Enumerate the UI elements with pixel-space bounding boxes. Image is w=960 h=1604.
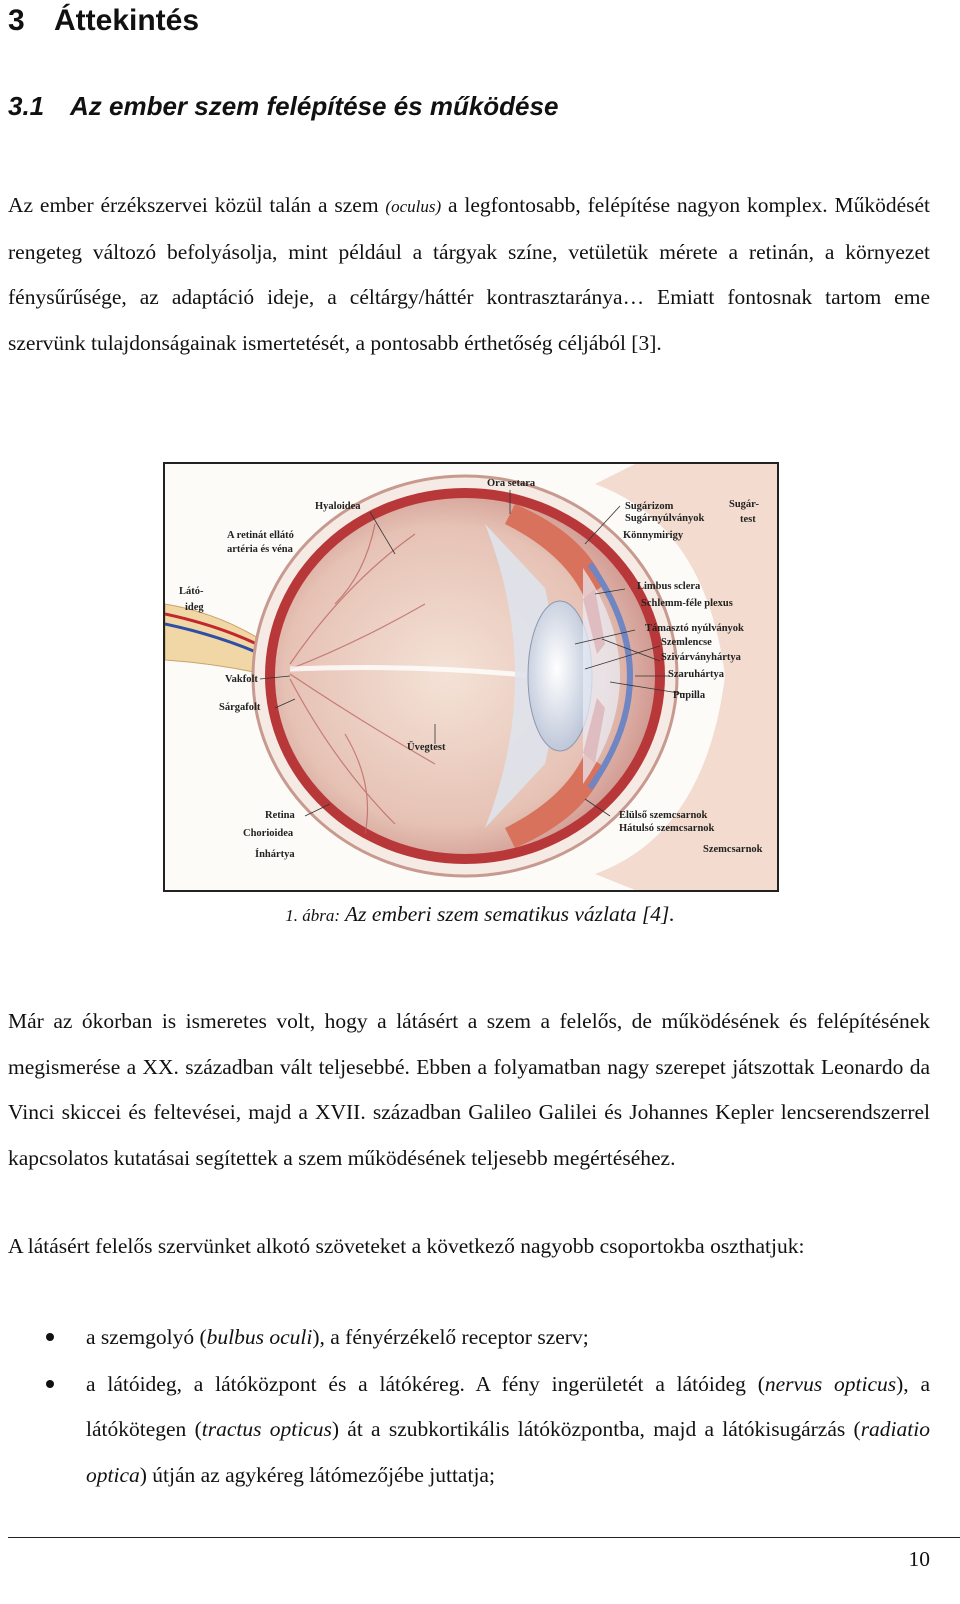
list-text: ), a látókötegen (: [86, 1371, 931, 1441]
list-term: nervus opticus: [764, 1371, 897, 1396]
list-term: radiatio optica: [86, 1417, 930, 1487]
bullet-dot: [46, 1333, 54, 1341]
label-inhartya: Ínhártya: [255, 849, 295, 860]
section-number: 3: [8, 4, 25, 37]
label-retina-artery-1: A retinát ellátó: [227, 530, 294, 541]
label-hyaloidea: Hyaloidea: [315, 501, 361, 512]
label-ora-setara: Ora setara: [487, 478, 536, 489]
caption-text: Az emberi szem sematikus vázlata [4].: [340, 902, 675, 926]
list-term: tractus opticus: [201, 1417, 332, 1441]
section-heading: [8, 0, 199, 42]
tissues-paragraph: A látásért felelős szervünket alkotó szöveteket a következő nagyobb csoportokba oszthatjuk:: [8, 1234, 805, 1258]
lens-shape: [528, 601, 592, 751]
label-szaruhartya: Szaruhártya: [668, 669, 724, 680]
label-pupilla: Pupilla: [673, 690, 706, 701]
figure-caption: [0, 902, 960, 927]
subsection-number: 3.1: [8, 91, 45, 121]
label-tamaszto: Támasztó nyúlványok: [645, 623, 744, 634]
list-text: a látóideg, a látóközpont és a látókéreg. A fény ingerületét a látóideg (: [86, 1371, 765, 1396]
list-item: [0, 1315, 930, 1361]
history-paragraph: Már az ókorban is ismeretes volt, hogy a látásért a szem a felelős, de működésének és felépítésének megismerése a XX. században vált teljesebbé. Ebben a folyamatban nagy szerepet játszottak Leonardo da Vinci skiccei és feltevései, majd a XVII. században Galileo Galilei és Johannes Kepler lencserendszerrel kapcsolatos kutatásai segítettek a szem működésének teljesebb megértéséhez.: [8, 1009, 930, 1170]
intro-text-2: a legfontosabb, felépítése nagyon komplex. Működését rengeteg változó befolyásolja, mint például a tárgyak színe, vetületük mérete a retinán, a környezet fénysűrűsége, az adaptáció ideje, a céltárgy/háttér kontrasztaránya… Emiatt fontosnak tartom eme szervünk tulajdonságainak ismertetését, a pontosabb érthetőség céljából [3].: [8, 193, 930, 355]
label-szemcsarnok: Szemcsarnok: [703, 844, 763, 855]
intro-term-oculus: (oculus): [385, 197, 442, 216]
subsection-title: Az ember szem felépítése és működése: [70, 91, 559, 121]
label-limbus: Limbus sclera: [637, 581, 701, 592]
list-text: ), a fényérzékelő receptor szerv;: [312, 1325, 589, 1349]
label-latoideg-1: Látó-: [179, 586, 204, 597]
label-konnyrmirigy: Könnymirigy: [623, 530, 684, 541]
list-item: [0, 1362, 930, 1499]
list-term: bulbus oculi: [206, 1325, 313, 1349]
label-szemlencse: Szemlencse: [661, 637, 712, 648]
label-vakfolt: Vakfolt: [225, 674, 258, 685]
page-number: 10: [908, 1547, 930, 1571]
list-text: a szemgolyó (: [86, 1325, 207, 1349]
label-sugartest-2: test: [740, 514, 756, 525]
label-schlemm: Schlemm-féle plexus: [641, 598, 733, 609]
label-sugartest-1: Sugár-: [729, 499, 759, 510]
tissue-list: [0, 1315, 960, 1499]
intro-paragraph: [8, 183, 930, 366]
subsection-heading: [8, 86, 558, 126]
eye-diagram: [165, 464, 777, 890]
intro-text-1: Az ember érzékszervei közül talán a szem: [8, 193, 386, 217]
eye-diagram-figure: [163, 462, 779, 892]
caption-prefix: 1. ábra:: [285, 906, 341, 925]
list-text: ) útján az agykéreg látómezőjébe juttatja;: [139, 1462, 495, 1487]
label-latoideg-2: ideg: [185, 602, 204, 613]
bullet-dot: [46, 1380, 54, 1388]
label-sugarnyulvanyok: Sugárnyúlványok: [625, 513, 705, 524]
label-sugarizom: Sugárizom: [625, 501, 674, 512]
label-szivarvany: Szivárványhártya: [661, 652, 741, 663]
label-chorioidea: Chorioidea: [243, 828, 294, 839]
label-sargafolt: Sárgafolt: [219, 702, 261, 713]
label-hatulso: Hátulsó szemcsarnok: [619, 823, 715, 834]
footer-divider: [8, 1537, 960, 1538]
label-uvegtest: Üvegtest: [407, 742, 446, 753]
label-elulso: Elülső szemcsarnok: [619, 810, 708, 821]
label-retina: Retina: [265, 810, 295, 821]
list-text: ) át a szubkortikális látóközpontba, majd a látókisugárzás (: [331, 1417, 861, 1441]
section-title: Áttekintés: [54, 4, 200, 37]
label-retina-artery-2: artéria és véna: [227, 544, 293, 555]
